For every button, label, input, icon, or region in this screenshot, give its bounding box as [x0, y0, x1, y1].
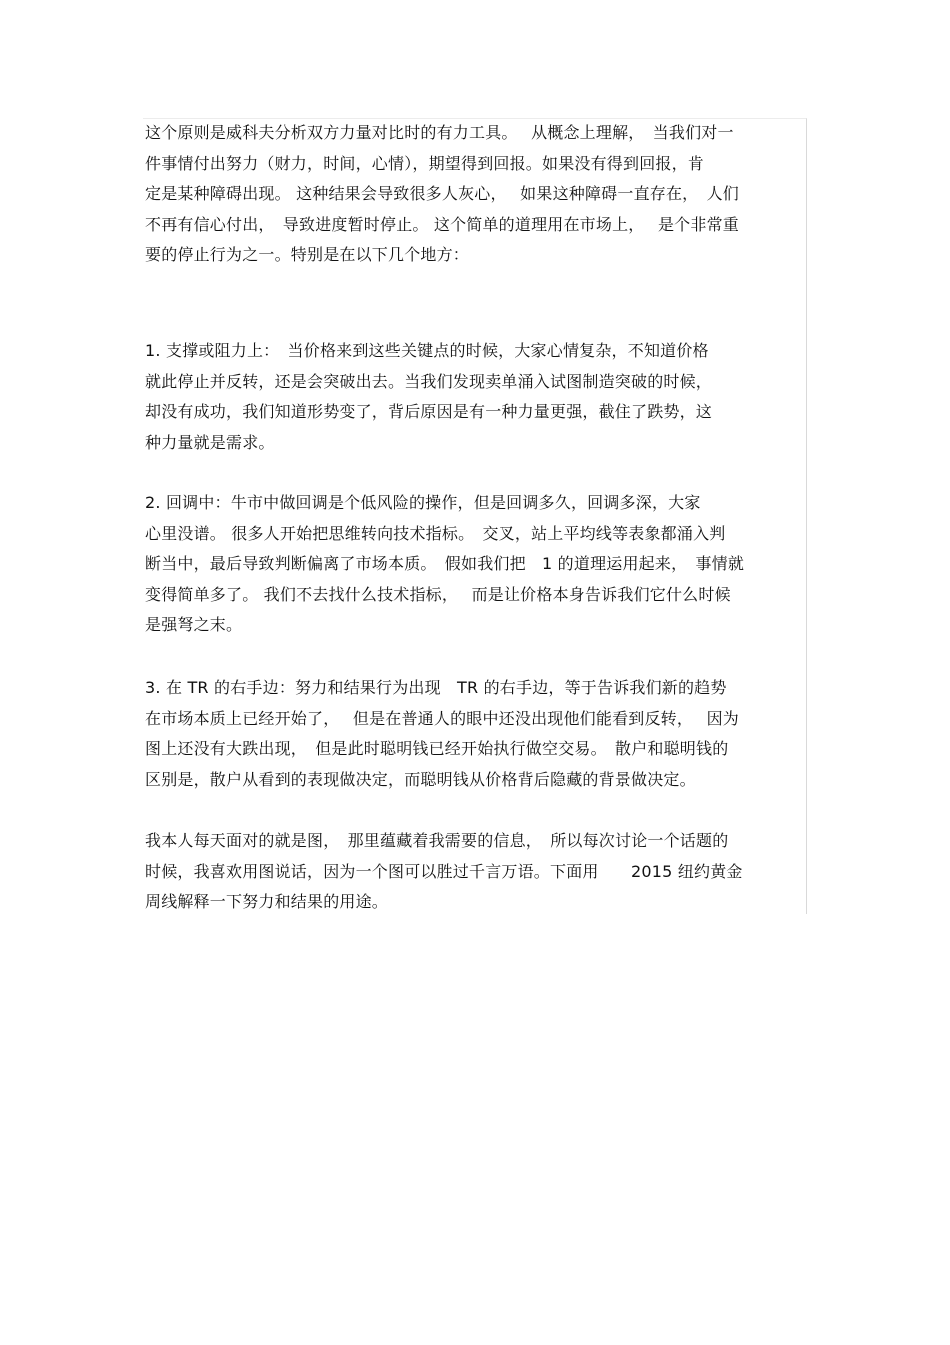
- text-line: 心里没谱。 很多人开始把思维转向技术指标。 交叉，站上平均线等表象都涌入判: [145, 523, 726, 543]
- text-line: 我本人每天面对的就是图， 那里蕴藏着我需要的信息， 所以每次讨论一个话题的: [145, 831, 729, 850]
- text-line: 时候，我喜欢用图说话，因为一个图可以胜过千言万语。下面用 2015 纽约黄金: [145, 861, 743, 881]
- text-line: 要的停止行为之一。特别是在以下几个地方：: [145, 245, 470, 264]
- text-line: 定是某种障碍出现。 这种结果会导致很多人灰心， 如果这种障碍一直存在， 人们: [145, 184, 739, 203]
- paragraph-intro: [145, 118, 809, 271]
- paragraph-conclusion: [145, 826, 809, 918]
- text-line: 变得简单多了。 我们不去找什么技术指标， 而是让价格本身告诉我们它什么时候: [145, 584, 731, 604]
- text-line: 周线解释一下努力和结果的用途。: [145, 892, 389, 911]
- paragraph-support-resistance: [145, 336, 809, 458]
- text-line: 3. 在 TR 的右手边：努力和结果行为出现 TR 的右手边，等于告诉我们新的趋势: [145, 678, 727, 697]
- text-line: 却没有成功，我们知道形势变了，背后原因是有一种力量更强，截住了跌势，这: [145, 402, 713, 421]
- text-line: 件事情付出努力（财力，时间，心情），期望得到回报。如果没有得到回报，肯: [145, 153, 705, 173]
- text-line: 种力量就是需求。: [145, 432, 275, 452]
- text-line: 不再有信心付出， 导致进度暂时停止。 这个简单的道理用在市场上， 是个非常重: [145, 214, 739, 234]
- paragraph-tr-right-side: [145, 673, 809, 795]
- paragraph-pullback: [145, 488, 809, 641]
- text-line: 2. 回调中：牛市中做回调是个低风险的操作，但是回调多久，回调多深，大家: [145, 493, 701, 512]
- text-line: 区别是，散户从看到的表现做决定，而聪明钱从价格背后隐藏的背景做决定。: [145, 769, 696, 789]
- text-line: 断当中，最后导致判断偏离了市场本质。 假如我们把 1 的道理运用起来， 事情就: [145, 554, 745, 573]
- text-line: 就此停止并反转，还是会突破出去。当我们发现卖单涌入试图制造突破的时候，: [145, 371, 713, 391]
- text-line: 1. 支撑或阻力上： 当价格来到这些关键点的时候，大家心情复杂，不知道价格: [145, 341, 709, 360]
- text-line: 在市场本质上已经开始了， 但是在普通人的眼中还没出现他们能看到反转， 因为: [145, 708, 739, 728]
- text-line: 图上还没有大跌出现， 但是此时聪明钱已经开始执行做空交易。 散户和聪明钱的: [145, 739, 729, 758]
- text-line: 这个原则是威科夫分析双方力量对比时的有力工具。 从概念上理解， 当我们对一: [145, 123, 734, 142]
- text-line: 是强弩之末。: [145, 615, 243, 634]
